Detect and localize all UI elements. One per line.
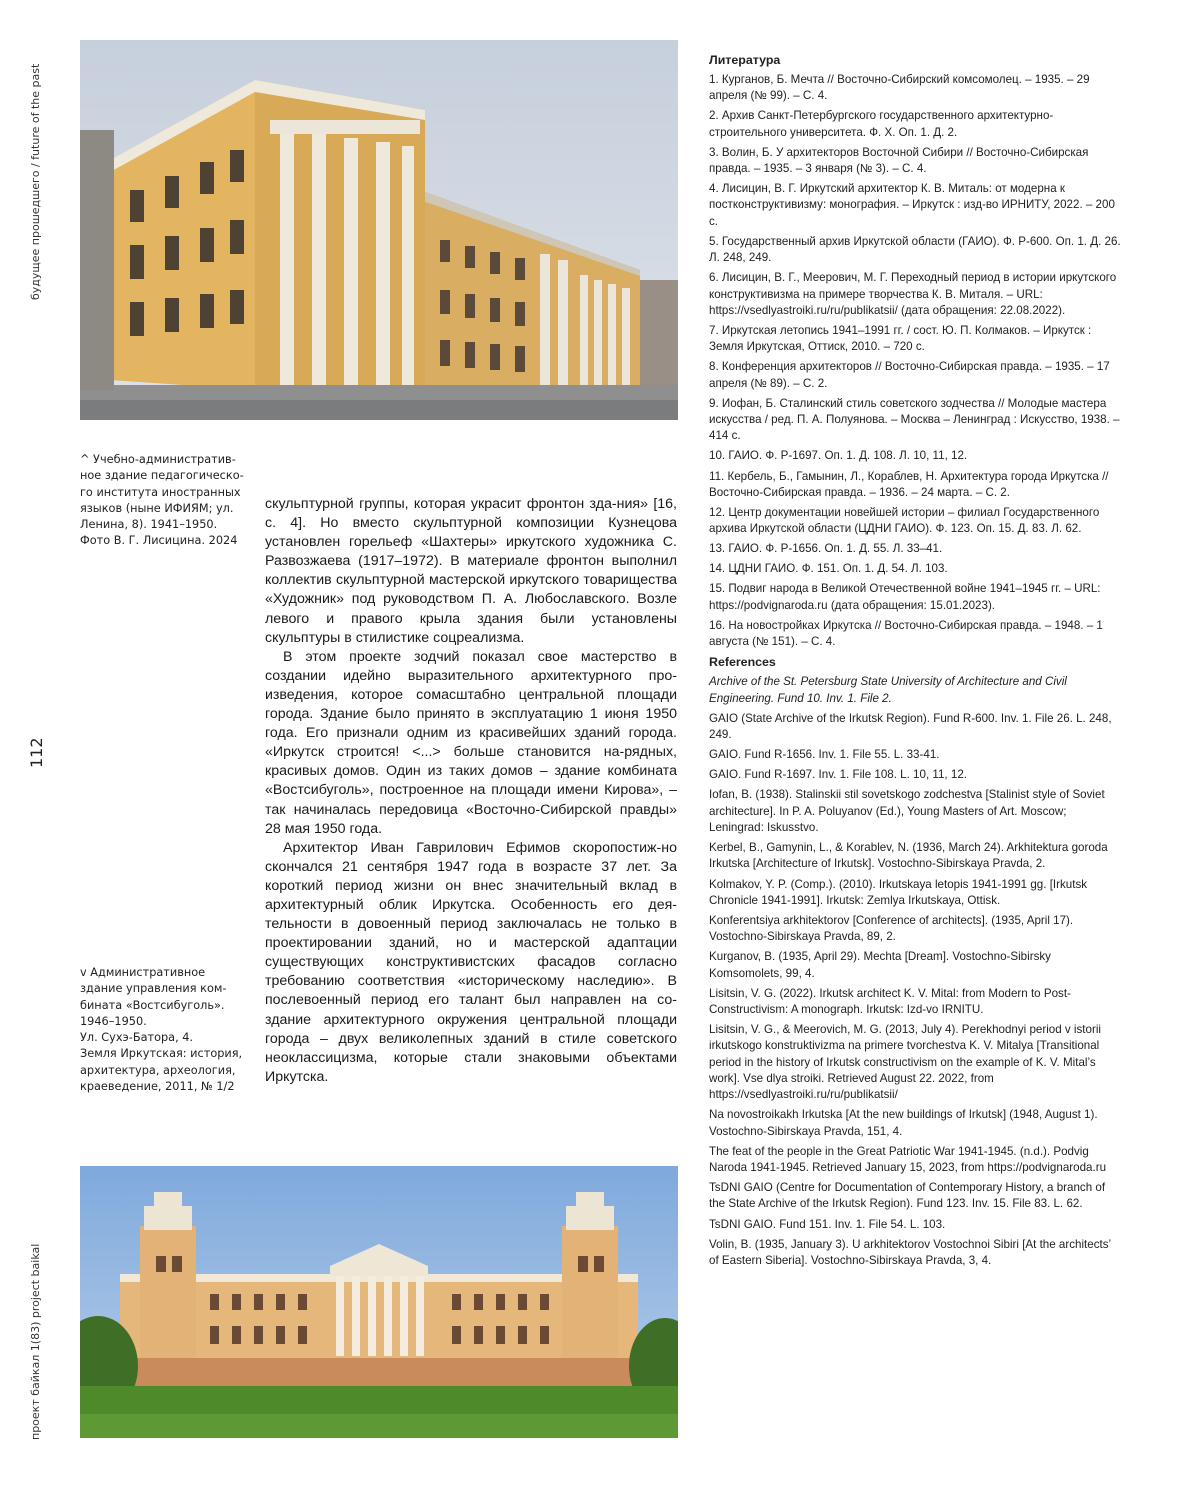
- caption-top-photo: [80, 452, 248, 550]
- literature-item: 4. Лисицин, В. Г. Иркутский архитектор К. В. Миталь: от модерна к постконструктивизму: монография. – Иркутск : изд-во ИРНИТУ, 2022. – 200 с.: [709, 182, 1115, 228]
- reference-item: Archive of the St. Petersburg State University of Architecture and Civil Engineering. Fund 10. Inv. 1. File 2.: [709, 675, 1067, 705]
- reference-item: Iofan, B. (1938). Stalinskii stil sovetskogo zodchestva [Stalinist style of Soviet architecture]. In P. A. Poluyanov (Ed.), Young Masters of Art. Moscow; Leningrad: Iskusstvo.: [709, 788, 1105, 835]
- literature-item: 7. Иркутская летопись 1941–1991 гг. / сост. Ю. П. Колмаков. – Иркутск : Земля Иркутская, Оттиск, 2010. – 720 с.: [709, 323, 1092, 354]
- literature-item: 1. Курганов, Б. Мечта // Восточно-Сибирский комсомолец. – 1935. – 29 апреля (№ 99). – С. 4.: [709, 73, 1090, 103]
- literature-item: 2. Архив Санкт-Петербургского государственного архитектурно-строительного университета. Ф. Х. Оп. 1. Д. 2.: [709, 109, 1054, 139]
- caption-top-text: ^ Учебно-административ-ное здание педагогическо-го института иностранных языков (ныне ИФИЯМ; ул. Ленина, 8). 1941–1950. Фото В. Г. Лисицина. 2024: [80, 453, 244, 548]
- reference-item: TsDNI GAIO. Fund 151. Inv. 1. File 54. L. 103.: [709, 1217, 946, 1231]
- reference-item: Volin, B. (1935, January 3). U arkhitektorov Vostochnoi Sibiri [At the architects’ of Eastern Siberia]. Vostochno-Sibirskaya Pravda, 3, 4.: [709, 1237, 1111, 1267]
- literature-item: 16. На новостройках Иркутска // Восточно-Сибирская правда. – 1948. – 1 августа (№ 151). – С. 4.: [709, 618, 1103, 649]
- reference-item: Na novostroikakh Irkutska [At the new buildings of Irkutsk] (1948, August 1). Vostochno-Sibirskaya Pravda, 151, 4.: [709, 1108, 1098, 1138]
- photo-pedagogical-institute: [80, 40, 678, 420]
- running-head: будущее прошедшего / future of the past: [29, 63, 42, 300]
- reference-item: Kolmakov, Y. P. (Comp.). (2010). Irkutskaya letopis 1941-1991 gg. [Irkutsk Chronicle 1941-1991]. Irkutsk: Zemlya Irkutskaya, Ottisk.: [709, 877, 1088, 907]
- journal-name: проект байкал 1(83) project baikal: [29, 1243, 42, 1440]
- body-paragraph: Архитектор Иван Гаврилович Ефимов скоропостиж-но скончался 21 сентября 1947 года в возрасте 37 лет. За короткий период жизни он внес значительный вклад в архитектурный облик Иркутска. Особенность его дея-тельности в довоенный период заключалась не только в проектировании зданий, но и мастерской адаптации существующих конструктивистских фасадов согласно требованию соответствия «историческому наследию». В послевоенный период его талант был направлен на со-здание архитектурного окружения центральной площади города – двух великолепных зданий в стиле советского неоклассицизма, которые стали знаковыми объектами Иркутска.: [265, 839, 677, 1085]
- literature-item: 5. Государственный архив Иркутской области (ГАИО). Ф. Р-600. Оп. 1. Д. 26. Л. 248, 249.: [709, 234, 1121, 265]
- caption-bottom-line: Земля Иркутская: история, архитектура, археология, краеведение, 2011, № 1/2: [80, 1047, 243, 1094]
- page-number: 112: [27, 737, 46, 768]
- literature-heading: Литература: [709, 53, 781, 67]
- literature-item: 8. Конференция архитекторов // Восточно-Сибирская правда. – 1935. – 17 апреля (№ 89). – С. 2.: [709, 360, 1110, 390]
- caption-bottom-line: v Административное здание управления ком-бината «Востсибуголь». 1946–1950.: [80, 966, 227, 1028]
- reference-item: The feat of the people in the Great Patriotic War 1941-1945. (n.d.). Podvig Naroda 1941-1945. Retrieved January 15, 2023, from https://podvignaroda.ru: [709, 1144, 1107, 1175]
- reference-item: Kurganov, B. (1935, April 29). Mechta [Dream]. Vostochno-Sibirsky Komsomolets, 99, 4.: [709, 950, 1051, 980]
- reference-item: Kerbel, B., Gamynin, L., & Korablev, N. (1936, March 24). Arkhitektura goroda Irkutska [Architecture of Irkutsk]. Vostochno-Sibirskaya Pravda, 2.: [709, 841, 1108, 871]
- reference-item: Lisitsin, V. G., & Meerovich, M. G. (2013, July 4). Perekhodnyi period v istorii irkutskogo konstruktivizma na primere tvorchestva K. V. Mitalya [Transitional period in the history of Irkutsk constructivism on the example of K. V. Mital’s work]. Vse dlya stroiki. Retrieved August 22. 2022, from https://vsedlyastroiki.ru/ru/publikatsii/: [709, 1023, 1101, 1102]
- literature-item: 3. Волин, Б. У архитекторов Восточной Сибири // Восточно-Сибирская правда. – 1935. – 3 января (№ 3). – С. 4.: [709, 145, 1089, 176]
- literature-item: 15. Подвиг народа в Великой Отечественной войне 1941–1945 гг. – URL: https://podvignaroda.ru (дата обращения: 15.01.2023).: [709, 582, 1101, 612]
- reference-item: Lisitsin, V. G. (2022). Irkutsk architect K. V. Mital: from Modern to Post-Constructivism: A monograph. Irkutsk: Izd-vo IRNITU.: [709, 986, 1071, 1016]
- reference-item: Konferentsiya arkhitektorov [Conference of architects]. (1935, April 17). Vostochno-Sibirskaya Pravda, 89, 2.: [709, 913, 1074, 944]
- body-paragraph: скульптурной группы, которая украсит фронтон зда-ния» [16, с. 4]. Но вместо скульптурной композиции Кузнецова установлен горельеф «Шахтеры» иркутского художника С. Развозжаева (1917–1972). В материале фронтон выполнил коллектив скульптурной мастерской иркутского товарищества «Художник» под руководством П. А. Любославского. Возле левого и правого крыла здания были установлены скульптуры в стилистике соцреализма.: [265, 496, 677, 646]
- literature-item: 9. Иофан, Б. Сталинский стиль советского зодчества // Молодые мастера искусства / ред. П. А. Полуянова. – Москва – Ленинград : Искусство, 1938. – 414 с.: [709, 396, 1120, 443]
- literature-item: 13. ГАИО. Ф. Р-1656. Оп. 1. Д. 55. Л. 33–41.: [709, 542, 943, 556]
- literature-item: 6. Лисицин, В. Г., Меерович, М. Г. Переходный период в истории иркутского конструктивизма на примере творчества К. В. Митaля. – URL: https://vsedlyastroiki.ru/ru/publikatsii/ (дата обращения: 22.08.2022).: [709, 271, 1117, 317]
- reference-item: GAIO (State Archive of the Irkutsk Region). Fund R-600. Inv. 1. File 26. L. 248, 249.: [709, 711, 1112, 742]
- literature-item: 11. Кербель, Б., Гамынин, Л., Кораблев, Н. Архитектура города Иркутска // Восточно-Сибирская правда. – 1936. – 24 марта. – С. 2.: [709, 469, 1109, 499]
- caption-bottom-line: Ул. Сухэ-Батора, 4.: [80, 1031, 194, 1045]
- reference-item: TsDNI GAIO (Centre for Documentation of Contemporary History, a branch of the State Archive of the Irkutsk Region). Fund 123. Inv. 15. File 83. L. 62.: [709, 1181, 1106, 1211]
- literature-item: 14. ЦДНИ ГАИО. Ф. 151. Оп. 1. Д. 54. Л. 103.: [709, 562, 948, 576]
- literature-item: 12. Центр документации новейшей истории – филиал Государственного архива Иркутской области (ЦДНИ ГАИО). Ф. 123. Оп. 15. Д. 83. Л. 62.: [709, 505, 1100, 536]
- caption-bottom-photo: [80, 965, 248, 1095]
- reference-list: [709, 52, 1121, 1273]
- photo-vostsibugol-building: [80, 1166, 678, 1438]
- literature-item: 10. ГАИО. Ф. Р-1697. Оп. 1. Д. 108. Л. 10, 11, 12.: [709, 449, 968, 463]
- references-heading: References: [709, 655, 776, 670]
- reference-item: GAIO. Fund R-1697. Inv. 1. File 108. L. 10, 11, 12.: [709, 768, 967, 782]
- reference-item: GAIO. Fund R-1656. Inv. 1. File 55. L. 33-41.: [709, 748, 940, 762]
- article-body: [265, 495, 677, 1087]
- body-paragraph: В этом проекте зодчий показал свое мастерство в создании идейно выразительного архитектурного про-изведения, которое сомасштабно центральной площади города. Здание было принято в эксплуатацию 1 июня 1950 года. Его признали одним из красивейших зданий города. «Иркутск строится! <...> больше становится на-рядных, красивых домов. Один из таких домов – здание комбината «Востсибуголь», построенное на площади имени Кирова», – так начиналась передовица «Восточно-Сибирской правды» 28 мая 1950 года.: [265, 648, 677, 837]
